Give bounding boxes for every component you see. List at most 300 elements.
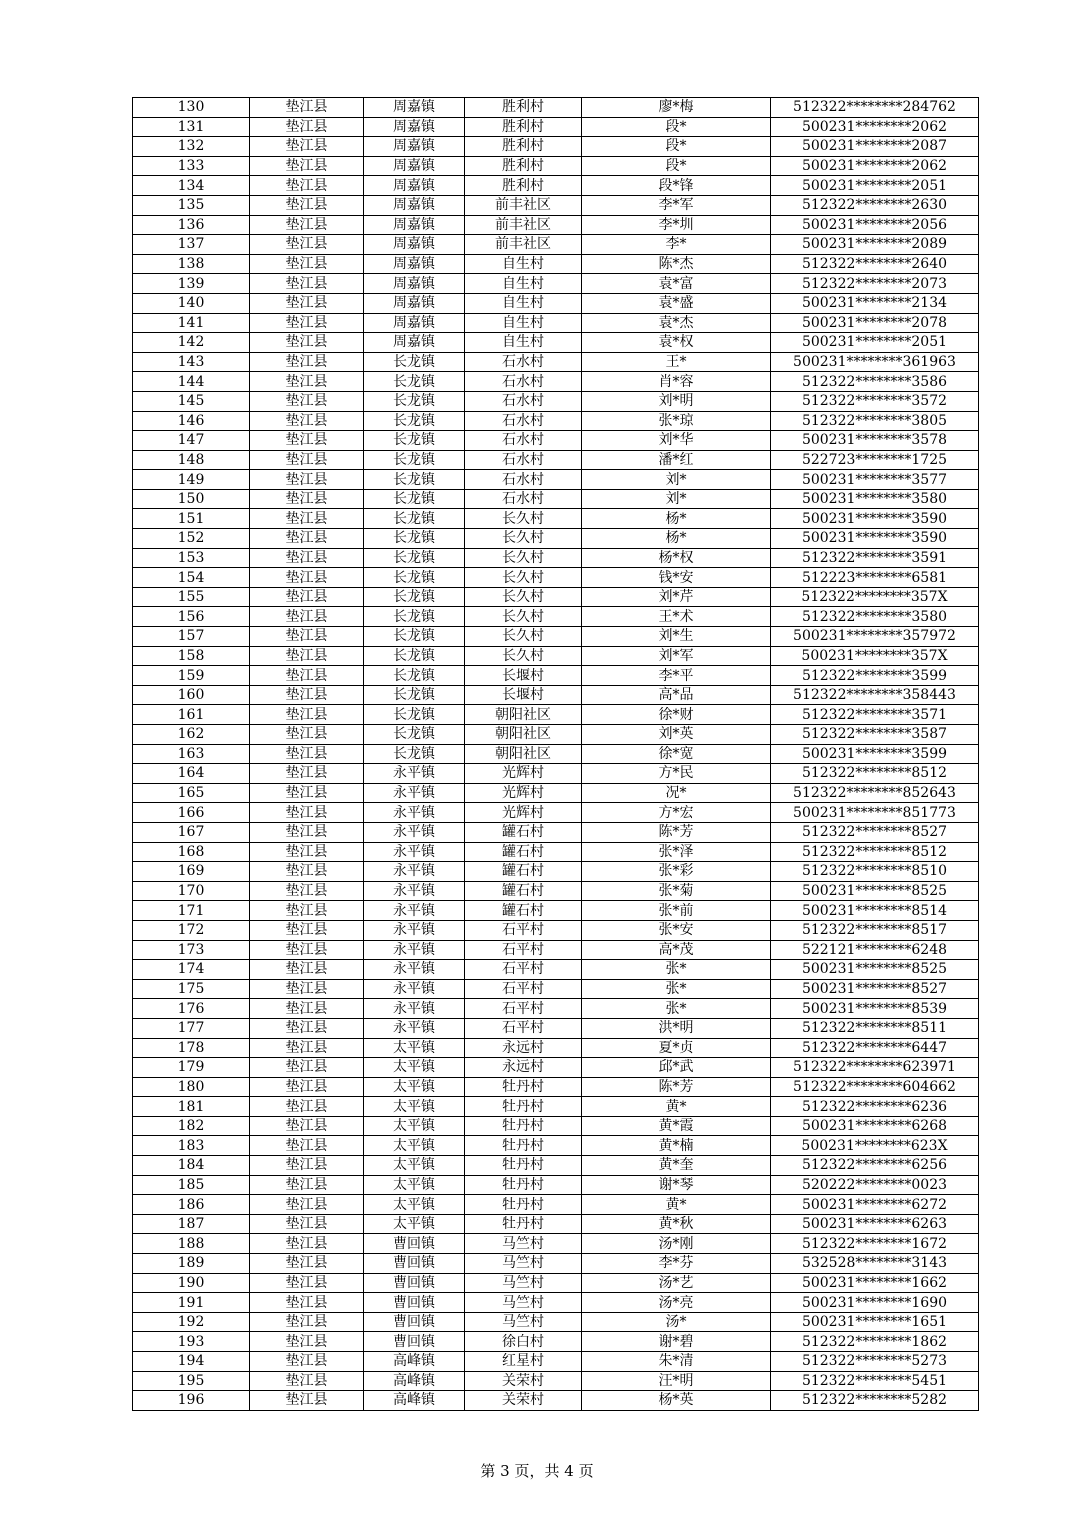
county-cell: 垫江县 bbox=[250, 1293, 364, 1313]
town-cell: 周嘉镇 bbox=[364, 176, 465, 196]
village-cell: 长久村 bbox=[465, 646, 582, 666]
row-number-cell: 175 bbox=[133, 979, 250, 999]
id-number-cell: 512322********357X bbox=[771, 587, 979, 607]
town-cell: 长龙镇 bbox=[364, 627, 465, 647]
table-row bbox=[133, 176, 979, 196]
table-row bbox=[133, 391, 979, 411]
table-row bbox=[133, 862, 979, 882]
town-cell: 长龙镇 bbox=[364, 352, 465, 372]
name-cell: 谢*琴 bbox=[582, 1175, 771, 1195]
row-number-cell: 169 bbox=[133, 862, 250, 882]
village-cell: 石水村 bbox=[465, 489, 582, 509]
row-number-cell: 174 bbox=[133, 960, 250, 980]
name-cell: 张*前 bbox=[582, 901, 771, 921]
id-number-cell: 512322********8517 bbox=[771, 920, 979, 940]
table-row bbox=[133, 666, 979, 686]
table-row bbox=[133, 705, 979, 725]
id-number-cell: 500231********357972 bbox=[771, 627, 979, 647]
table-row bbox=[133, 842, 979, 862]
town-cell: 长龙镇 bbox=[364, 450, 465, 470]
county-cell: 垫江县 bbox=[250, 685, 364, 705]
id-number-cell: 512322********358443 bbox=[771, 685, 979, 705]
table-row bbox=[133, 568, 979, 588]
county-cell: 垫江县 bbox=[250, 176, 364, 196]
village-cell: 石平村 bbox=[465, 1018, 582, 1038]
id-number-cell: 500231********8525 bbox=[771, 960, 979, 980]
town-cell: 曹回镇 bbox=[364, 1293, 465, 1313]
name-cell: 黄* bbox=[582, 1195, 771, 1215]
row-number-cell: 155 bbox=[133, 587, 250, 607]
row-number-cell: 159 bbox=[133, 666, 250, 686]
table-row bbox=[133, 1038, 979, 1058]
town-cell: 周嘉镇 bbox=[364, 156, 465, 176]
name-cell: 袁*盛 bbox=[582, 293, 771, 313]
county-cell: 垫江县 bbox=[250, 568, 364, 588]
village-cell: 石水村 bbox=[465, 411, 582, 431]
name-cell: 张*菊 bbox=[582, 881, 771, 901]
county-cell: 垫江县 bbox=[250, 156, 364, 176]
id-number-cell: 500231********3590 bbox=[771, 509, 979, 529]
id-number-cell: 512322********284762 bbox=[771, 98, 979, 118]
row-number-cell: 156 bbox=[133, 607, 250, 627]
row-number-cell: 179 bbox=[133, 1058, 250, 1078]
village-cell: 牡丹村 bbox=[465, 1097, 582, 1117]
village-cell: 长久村 bbox=[465, 548, 582, 568]
name-cell: 徐*财 bbox=[582, 705, 771, 725]
table-row bbox=[133, 822, 979, 842]
name-cell: 袁*富 bbox=[582, 274, 771, 294]
county-cell: 垫江县 bbox=[250, 646, 364, 666]
name-cell: 张*安 bbox=[582, 920, 771, 940]
id-number-cell: 500231********8539 bbox=[771, 999, 979, 1019]
name-cell: 汤*艺 bbox=[582, 1273, 771, 1293]
town-cell: 周嘉镇 bbox=[364, 235, 465, 255]
name-cell: 夏*贞 bbox=[582, 1038, 771, 1058]
id-number-cell: 512322********5282 bbox=[771, 1391, 979, 1411]
table-row bbox=[133, 901, 979, 921]
row-number-cell: 168 bbox=[133, 842, 250, 862]
county-cell: 垫江县 bbox=[250, 940, 364, 960]
row-number-cell: 177 bbox=[133, 1018, 250, 1038]
name-cell: 黄*奎 bbox=[582, 1156, 771, 1176]
town-cell: 永平镇 bbox=[364, 960, 465, 980]
county-cell: 垫江县 bbox=[250, 1234, 364, 1254]
table-row bbox=[133, 235, 979, 255]
town-cell: 永平镇 bbox=[364, 803, 465, 823]
county-cell: 垫江县 bbox=[250, 98, 364, 118]
name-cell: 刘* bbox=[582, 470, 771, 490]
town-cell: 长龙镇 bbox=[364, 372, 465, 392]
name-cell: 段* bbox=[582, 156, 771, 176]
village-cell: 自生村 bbox=[465, 274, 582, 294]
county-cell: 垫江县 bbox=[250, 1116, 364, 1136]
id-number-cell: 512322********6256 bbox=[771, 1156, 979, 1176]
village-cell: 关荣村 bbox=[465, 1371, 582, 1391]
id-number-cell: 512322********5451 bbox=[771, 1371, 979, 1391]
table-row bbox=[133, 1254, 979, 1274]
village-cell: 长久村 bbox=[465, 568, 582, 588]
village-cell: 永远村 bbox=[465, 1058, 582, 1078]
row-number-cell: 162 bbox=[133, 725, 250, 745]
row-number-cell: 193 bbox=[133, 1332, 250, 1352]
town-cell: 永平镇 bbox=[364, 842, 465, 862]
table-row bbox=[133, 1077, 979, 1097]
village-cell: 朝阳社区 bbox=[465, 744, 582, 764]
village-cell: 胜利村 bbox=[465, 137, 582, 157]
village-cell: 胜利村 bbox=[465, 98, 582, 118]
id-number-cell: 500231********3590 bbox=[771, 529, 979, 549]
town-cell: 长龙镇 bbox=[364, 391, 465, 411]
table-row bbox=[133, 548, 979, 568]
table-row bbox=[133, 1371, 979, 1391]
name-cell: 刘*芹 bbox=[582, 587, 771, 607]
name-cell: 刘*生 bbox=[582, 627, 771, 647]
table-row bbox=[133, 960, 979, 980]
table-row bbox=[133, 1273, 979, 1293]
row-number-cell: 185 bbox=[133, 1175, 250, 1195]
row-number-cell: 170 bbox=[133, 881, 250, 901]
name-cell: 汪*明 bbox=[582, 1371, 771, 1391]
id-number-cell: 522723********1725 bbox=[771, 450, 979, 470]
village-cell: 石平村 bbox=[465, 979, 582, 999]
table-row bbox=[133, 411, 979, 431]
name-cell: 刘*明 bbox=[582, 391, 771, 411]
village-cell: 石平村 bbox=[465, 920, 582, 940]
row-number-cell: 137 bbox=[133, 235, 250, 255]
town-cell: 周嘉镇 bbox=[364, 215, 465, 235]
village-cell: 牡丹村 bbox=[465, 1077, 582, 1097]
row-number-cell: 186 bbox=[133, 1195, 250, 1215]
id-number-cell: 500231********357X bbox=[771, 646, 979, 666]
county-cell: 垫江县 bbox=[250, 274, 364, 294]
table-row bbox=[133, 117, 979, 137]
village-cell: 胜利村 bbox=[465, 117, 582, 137]
county-cell: 垫江县 bbox=[250, 470, 364, 490]
village-cell: 石水村 bbox=[465, 450, 582, 470]
village-cell: 牡丹村 bbox=[465, 1116, 582, 1136]
village-cell: 自生村 bbox=[465, 313, 582, 333]
village-cell: 前丰社区 bbox=[465, 195, 582, 215]
village-cell: 朝阳社区 bbox=[465, 725, 582, 745]
records-table bbox=[132, 97, 979, 1411]
row-number-cell: 153 bbox=[133, 548, 250, 568]
id-number-cell: 512322********8510 bbox=[771, 862, 979, 882]
id-number-cell: 500231********2062 bbox=[771, 156, 979, 176]
county-cell: 垫江县 bbox=[250, 783, 364, 803]
row-number-cell: 182 bbox=[133, 1116, 250, 1136]
village-cell: 牡丹村 bbox=[465, 1195, 582, 1215]
id-number-cell: 500231********2051 bbox=[771, 333, 979, 353]
id-number-cell: 512322********1672 bbox=[771, 1234, 979, 1254]
county-cell: 垫江县 bbox=[250, 1254, 364, 1274]
table-row bbox=[133, 1136, 979, 1156]
id-number-cell: 500231********6272 bbox=[771, 1195, 979, 1215]
row-number-cell: 139 bbox=[133, 274, 250, 294]
row-number-cell: 134 bbox=[133, 176, 250, 196]
table-row bbox=[133, 372, 979, 392]
town-cell: 太平镇 bbox=[364, 1175, 465, 1195]
town-cell: 曹回镇 bbox=[364, 1332, 465, 1352]
table-row bbox=[133, 156, 979, 176]
table-row bbox=[133, 587, 979, 607]
id-number-cell: 500231********3580 bbox=[771, 489, 979, 509]
village-cell: 石水村 bbox=[465, 352, 582, 372]
village-cell: 胜利村 bbox=[465, 156, 582, 176]
county-cell: 垫江县 bbox=[250, 293, 364, 313]
row-number-cell: 146 bbox=[133, 411, 250, 431]
town-cell: 长龙镇 bbox=[364, 587, 465, 607]
table-row bbox=[133, 744, 979, 764]
name-cell: 陈*芳 bbox=[582, 1077, 771, 1097]
id-number-cell: 512322********5273 bbox=[771, 1352, 979, 1372]
town-cell: 周嘉镇 bbox=[364, 195, 465, 215]
id-number-cell: 512322********2073 bbox=[771, 274, 979, 294]
town-cell: 永平镇 bbox=[364, 979, 465, 999]
id-number-cell: 512322********3599 bbox=[771, 666, 979, 686]
id-number-cell: 512322********3571 bbox=[771, 705, 979, 725]
county-cell: 垫江县 bbox=[250, 803, 364, 823]
county-cell: 垫江县 bbox=[250, 999, 364, 1019]
county-cell: 垫江县 bbox=[250, 842, 364, 862]
town-cell: 永平镇 bbox=[364, 862, 465, 882]
village-cell: 石平村 bbox=[465, 940, 582, 960]
id-number-cell: 500231********3578 bbox=[771, 431, 979, 451]
table-row bbox=[133, 1018, 979, 1038]
row-number-cell: 180 bbox=[133, 1077, 250, 1097]
table-row bbox=[133, 274, 979, 294]
town-cell: 太平镇 bbox=[364, 1195, 465, 1215]
village-cell: 长久村 bbox=[465, 529, 582, 549]
row-number-cell: 171 bbox=[133, 901, 250, 921]
village-cell: 前丰社区 bbox=[465, 215, 582, 235]
town-cell: 曹回镇 bbox=[364, 1312, 465, 1332]
id-number-cell: 500231********8514 bbox=[771, 901, 979, 921]
county-cell: 垫江县 bbox=[250, 1273, 364, 1293]
town-cell: 永平镇 bbox=[364, 764, 465, 784]
id-number-cell: 512322********623971 bbox=[771, 1058, 979, 1078]
row-number-cell: 144 bbox=[133, 372, 250, 392]
row-number-cell: 135 bbox=[133, 195, 250, 215]
county-cell: 垫江县 bbox=[250, 920, 364, 940]
name-cell: 杨*权 bbox=[582, 548, 771, 568]
row-number-cell: 143 bbox=[133, 352, 250, 372]
row-number-cell: 142 bbox=[133, 333, 250, 353]
village-cell: 马竺村 bbox=[465, 1254, 582, 1274]
row-number-cell: 145 bbox=[133, 391, 250, 411]
town-cell: 太平镇 bbox=[364, 1116, 465, 1136]
county-cell: 垫江县 bbox=[250, 1312, 364, 1332]
village-cell: 关荣村 bbox=[465, 1391, 582, 1411]
village-cell: 罐石村 bbox=[465, 901, 582, 921]
row-number-cell: 181 bbox=[133, 1097, 250, 1117]
village-cell: 罐石村 bbox=[465, 842, 582, 862]
village-cell: 马竺村 bbox=[465, 1312, 582, 1332]
table-row bbox=[133, 1175, 979, 1195]
name-cell: 李*圳 bbox=[582, 215, 771, 235]
id-number-cell: 500231********8525 bbox=[771, 881, 979, 901]
row-number-cell: 165 bbox=[133, 783, 250, 803]
row-number-cell: 133 bbox=[133, 156, 250, 176]
village-cell: 长堰村 bbox=[465, 666, 582, 686]
name-cell: 刘*华 bbox=[582, 431, 771, 451]
name-cell: 张*彩 bbox=[582, 862, 771, 882]
village-cell: 石水村 bbox=[465, 372, 582, 392]
table-row bbox=[133, 607, 979, 627]
table-row bbox=[133, 783, 979, 803]
village-cell: 石水村 bbox=[465, 391, 582, 411]
page-footer: 第 3 页，共 4 页 bbox=[480, 1462, 594, 1480]
row-number-cell: 152 bbox=[133, 529, 250, 549]
id-number-cell: 500231********1662 bbox=[771, 1273, 979, 1293]
name-cell: 谢*碧 bbox=[582, 1332, 771, 1352]
name-cell: 黄*楠 bbox=[582, 1136, 771, 1156]
id-number-cell: 500231********3599 bbox=[771, 744, 979, 764]
id-number-cell: 500231********851773 bbox=[771, 803, 979, 823]
county-cell: 垫江县 bbox=[250, 117, 364, 137]
county-cell: 垫江县 bbox=[250, 1391, 364, 1411]
county-cell: 垫江县 bbox=[250, 509, 364, 529]
table-row bbox=[133, 1195, 979, 1215]
county-cell: 垫江县 bbox=[250, 1175, 364, 1195]
county-cell: 垫江县 bbox=[250, 1352, 364, 1372]
county-cell: 垫江县 bbox=[250, 450, 364, 470]
county-cell: 垫江县 bbox=[250, 529, 364, 549]
row-number-cell: 136 bbox=[133, 215, 250, 235]
town-cell: 高峰镇 bbox=[364, 1352, 465, 1372]
town-cell: 永平镇 bbox=[364, 1018, 465, 1038]
county-cell: 垫江县 bbox=[250, 744, 364, 764]
county-cell: 垫江县 bbox=[250, 881, 364, 901]
town-cell: 长龙镇 bbox=[364, 568, 465, 588]
id-number-cell: 500231********6263 bbox=[771, 1214, 979, 1234]
row-number-cell: 187 bbox=[133, 1214, 250, 1234]
id-number-cell: 512322********3572 bbox=[771, 391, 979, 411]
row-number-cell: 195 bbox=[133, 1371, 250, 1391]
county-cell: 垫江县 bbox=[250, 979, 364, 999]
table-row bbox=[133, 1312, 979, 1332]
table-row bbox=[133, 509, 979, 529]
name-cell: 杨*英 bbox=[582, 1391, 771, 1411]
name-cell: 肖*容 bbox=[582, 372, 771, 392]
county-cell: 垫江县 bbox=[250, 195, 364, 215]
row-number-cell: 148 bbox=[133, 450, 250, 470]
county-cell: 垫江县 bbox=[250, 372, 364, 392]
town-cell: 长龙镇 bbox=[364, 548, 465, 568]
table-row bbox=[133, 1332, 979, 1352]
row-number-cell: 194 bbox=[133, 1352, 250, 1372]
row-number-cell: 150 bbox=[133, 489, 250, 509]
county-cell: 垫江县 bbox=[250, 411, 364, 431]
row-number-cell: 164 bbox=[133, 764, 250, 784]
id-number-cell: 512322********1862 bbox=[771, 1332, 979, 1352]
town-cell: 周嘉镇 bbox=[364, 137, 465, 157]
id-number-cell: 500231********2056 bbox=[771, 215, 979, 235]
row-number-cell: 189 bbox=[133, 1254, 250, 1274]
village-cell: 光辉村 bbox=[465, 783, 582, 803]
id-number-cell: 512322********3580 bbox=[771, 607, 979, 627]
village-cell: 自生村 bbox=[465, 333, 582, 353]
table-row bbox=[133, 195, 979, 215]
name-cell: 段* bbox=[582, 137, 771, 157]
name-cell: 黄*霞 bbox=[582, 1116, 771, 1136]
name-cell: 张*泽 bbox=[582, 842, 771, 862]
county-cell: 垫江县 bbox=[250, 705, 364, 725]
name-cell: 刘*军 bbox=[582, 646, 771, 666]
row-number-cell: 140 bbox=[133, 293, 250, 313]
village-cell: 罐石村 bbox=[465, 862, 582, 882]
village-cell: 红星村 bbox=[465, 1352, 582, 1372]
town-cell: 周嘉镇 bbox=[364, 274, 465, 294]
town-cell: 永平镇 bbox=[364, 822, 465, 842]
row-number-cell: 191 bbox=[133, 1293, 250, 1313]
county-cell: 垫江县 bbox=[250, 391, 364, 411]
table-row bbox=[133, 215, 979, 235]
table-row bbox=[133, 1352, 979, 1372]
village-cell: 前丰社区 bbox=[465, 235, 582, 255]
name-cell: 张* bbox=[582, 999, 771, 1019]
county-cell: 垫江县 bbox=[250, 313, 364, 333]
table-row bbox=[133, 979, 979, 999]
row-number-cell: 196 bbox=[133, 1391, 250, 1411]
county-cell: 垫江县 bbox=[250, 254, 364, 274]
name-cell: 张* bbox=[582, 960, 771, 980]
county-cell: 垫江县 bbox=[250, 1038, 364, 1058]
town-cell: 长龙镇 bbox=[364, 470, 465, 490]
village-cell: 马竺村 bbox=[465, 1273, 582, 1293]
county-cell: 垫江县 bbox=[250, 352, 364, 372]
row-number-cell: 190 bbox=[133, 1273, 250, 1293]
row-number-cell: 188 bbox=[133, 1234, 250, 1254]
village-cell: 牡丹村 bbox=[465, 1156, 582, 1176]
name-cell: 李* bbox=[582, 235, 771, 255]
id-number-cell: 512322********8512 bbox=[771, 842, 979, 862]
village-cell: 罐石村 bbox=[465, 822, 582, 842]
id-number-cell: 500231********1651 bbox=[771, 1312, 979, 1332]
village-cell: 长久村 bbox=[465, 627, 582, 647]
town-cell: 长龙镇 bbox=[364, 529, 465, 549]
name-cell: 王*术 bbox=[582, 607, 771, 627]
county-cell: 垫江县 bbox=[250, 431, 364, 451]
name-cell: 汤* bbox=[582, 1312, 771, 1332]
village-cell: 朝阳社区 bbox=[465, 705, 582, 725]
id-number-cell: 512322********8511 bbox=[771, 1018, 979, 1038]
id-number-cell: 512322********2630 bbox=[771, 195, 979, 215]
row-number-cell: 141 bbox=[133, 313, 250, 333]
county-cell: 垫江县 bbox=[250, 1332, 364, 1352]
name-cell: 张*琼 bbox=[582, 411, 771, 431]
row-number-cell: 172 bbox=[133, 920, 250, 940]
table-row bbox=[133, 98, 979, 118]
table-body bbox=[133, 98, 979, 1411]
town-cell: 周嘉镇 bbox=[364, 333, 465, 353]
town-cell: 周嘉镇 bbox=[364, 293, 465, 313]
town-cell: 永平镇 bbox=[364, 920, 465, 940]
county-cell: 垫江县 bbox=[250, 215, 364, 235]
table-row bbox=[133, 1214, 979, 1234]
village-cell: 光辉村 bbox=[465, 803, 582, 823]
id-number-cell: 500231********2051 bbox=[771, 176, 979, 196]
name-cell: 袁*权 bbox=[582, 333, 771, 353]
row-number-cell: 151 bbox=[133, 509, 250, 529]
town-cell: 长龙镇 bbox=[364, 705, 465, 725]
name-cell: 廖*梅 bbox=[582, 98, 771, 118]
id-number-cell: 512322********604662 bbox=[771, 1077, 979, 1097]
village-cell: 马竺村 bbox=[465, 1234, 582, 1254]
name-cell: 张* bbox=[582, 979, 771, 999]
town-cell: 长龙镇 bbox=[364, 646, 465, 666]
village-cell: 石平村 bbox=[465, 999, 582, 1019]
table-row bbox=[133, 1058, 979, 1078]
